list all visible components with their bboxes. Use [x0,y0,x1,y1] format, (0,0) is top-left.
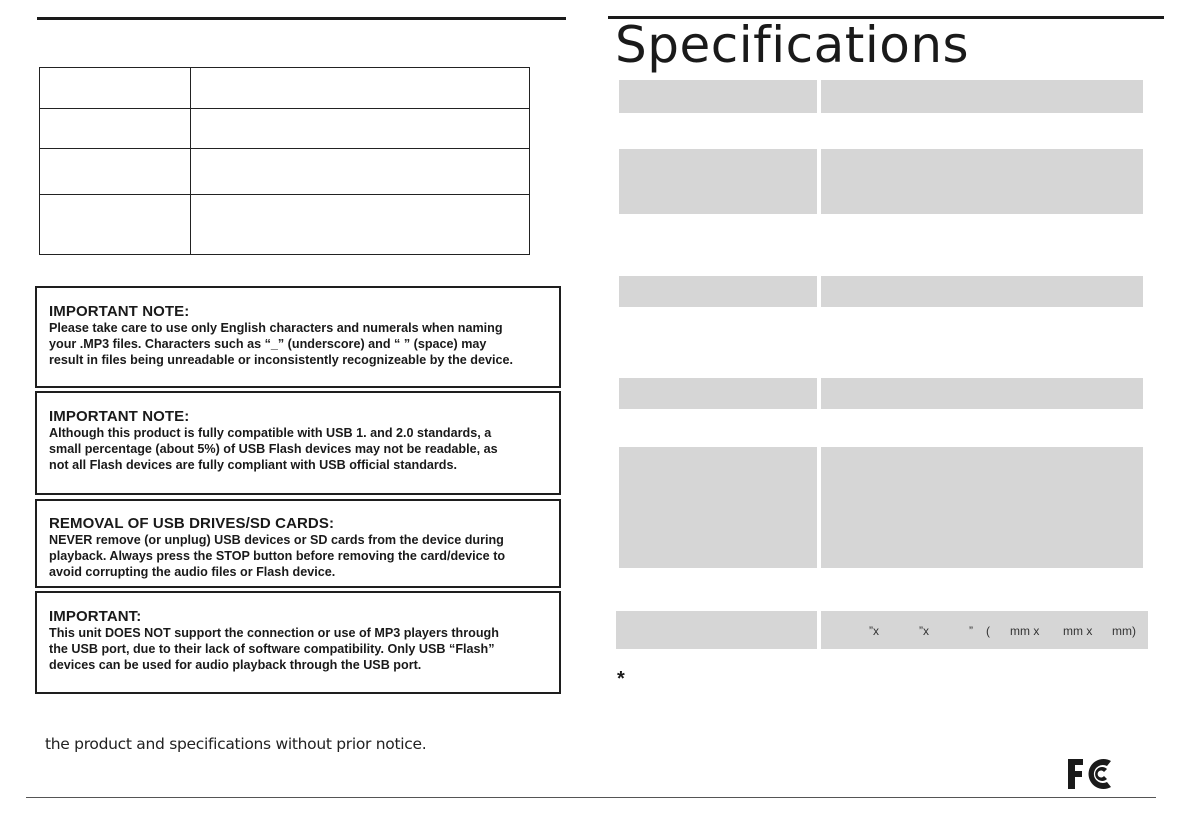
fcc-logo-icon [1067,758,1113,790]
note-box-usb-compat [35,391,561,495]
spec-value-cell [821,149,1143,214]
dimension-inch-1: ”x [869,624,879,638]
dimension-paren: ( [986,624,990,638]
note-heading: IMPORTANT NOTE: [49,408,190,425]
footnote-asterisk: * [617,668,625,690]
dimension-inch-2: ”x [919,624,929,638]
spec-label-cell [619,276,817,307]
spec-label-cell [619,447,817,568]
left-top-rule [37,17,566,20]
note-box-filenames [35,286,561,388]
note-line: Although this product is fully compatible with USB 1. and 2.0 standards, a [49,426,492,440]
note-line: small percentage (about 5%) of USB Flash devices may not be readable, as [49,442,498,456]
dimension-inch-3: ” [969,624,973,638]
table-row-divider [40,148,530,149]
note-line: NEVER remove (or unplug) USB devices or SD cards from the device during [49,533,504,547]
note-line: not all Flash devices are fully compliant with USB official standards. [49,458,457,472]
note-line: playback. Always press the STOP button before removing the card/device to [49,549,506,563]
table-column-divider [190,68,191,255]
dimension-mm-1: mm x [1010,624,1040,638]
note-heading: IMPORTANT: [49,608,142,625]
note-line: result in files being unreadable or inconsistently recognizeable by the device. [49,353,513,367]
spec-value-cell [821,378,1143,409]
note-box-removal [35,499,561,588]
spec-label-cell [619,149,817,214]
info-table [39,67,530,255]
dimension-mm-3: mm) [1112,624,1136,638]
spec-label-cell [619,378,817,409]
note-heading: REMOVAL OF USB DRIVES/SD CARDS: [49,515,335,532]
table-row-divider [40,108,530,109]
note-heading: IMPORTANT NOTE: [49,303,190,320]
page-title: Specifications [615,16,970,74]
note-line: Please take care to use only English characters and numerals when naming [49,321,503,335]
bottom-note: the product and specifications without prior notice. [45,735,427,753]
note-line: devices can be used for audio playback through the USB port. [49,658,422,672]
dimensions-divider [817,611,821,649]
note-line: avoid corrupting the audio files or Flash device. [49,565,336,579]
dimension-mm-2: mm x [1063,624,1093,638]
note-line: your .MP3 files. Characters such as “_” (underscore) and “ ” (space) may [49,337,487,351]
note-box-mp3-players [35,591,561,694]
bottom-rule [26,797,1156,798]
table-row-divider [40,194,530,195]
note-line: This unit DOES NOT support the connection or use of MP3 players through [49,626,499,640]
note-line: the USB port, due to their lack of software compatibility. Only USB “Flash” [49,642,495,656]
spec-label-cell [619,80,817,113]
spec-value-cell [821,447,1143,568]
spec-value-cell [821,80,1143,113]
spec-value-cell [821,276,1143,307]
